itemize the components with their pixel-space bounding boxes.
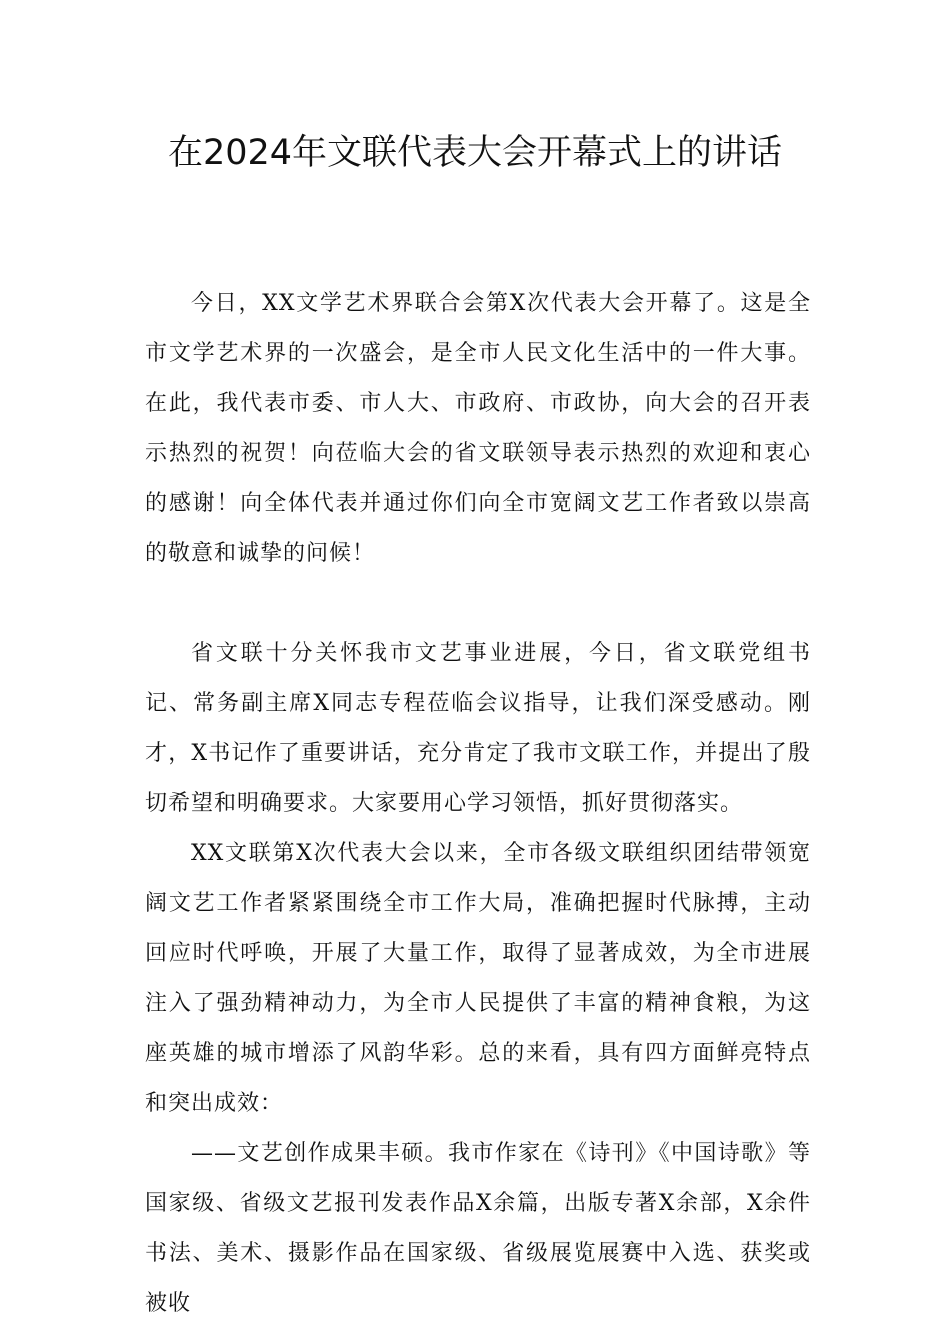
paragraph-creation-results: ——文艺创作成果丰硕。我市作家在《诗刊》《中国诗歌》等国家级、省级文艺报刊发表作品X余篇，出版专著X余部，X余件书法、美术、摄影作品在国家级、省级展览展赛中入选、获奖或被收 <box>145 1141 811 1316</box>
paragraph-opening: 今日，XX文学艺术界联合会第X次代表大会开幕了。这是全市文学艺术界的一次盛会，是全市人民文化生活中的一件大事。在此，我代表市委、市人大、市政府、市政协，向大会的召开表示热烈的祝贺！向莅临大会的省文联领导表示热烈的欢迎和衷心的感谢！向全体代表并通过你们向全市宽阔文艺工作者致以崇高的敬意和诚挚的问候！ <box>145 291 811 566</box>
document-body <box>145 279 811 1329</box>
document-title: 在2024年文联代表大会开幕式上的讲话 <box>167 133 783 173</box>
paragraph-provincial-guidance: 省文联十分关怀我市文艺事业进展，今日，省文联党组书记、常务副主席X同志专程莅临会议指导，让我们深受感动。刚才，X书记作了重要讲话，充分肯定了我市文联工作，并提出了殷切希望和明确要求。大家要用心学习领悟，抓好贯彻落实。 <box>145 641 811 816</box>
paragraph-achievements-overview: XX文联第X次代表大会以来，全市各级文联组织团结带领宽阔文艺工作者紧紧围绕全市工作大局，准确把握时代脉搏，主动回应时代呼唤，开展了大量工作，取得了显著成效，为全市进展注入了强劲精神动力，为全市人民提供了丰富的精神食粮，为这座英雄的城市增添了风韵华彩。总的来看，具有四方面鲜亮特点和突出成效： <box>145 841 811 1116</box>
